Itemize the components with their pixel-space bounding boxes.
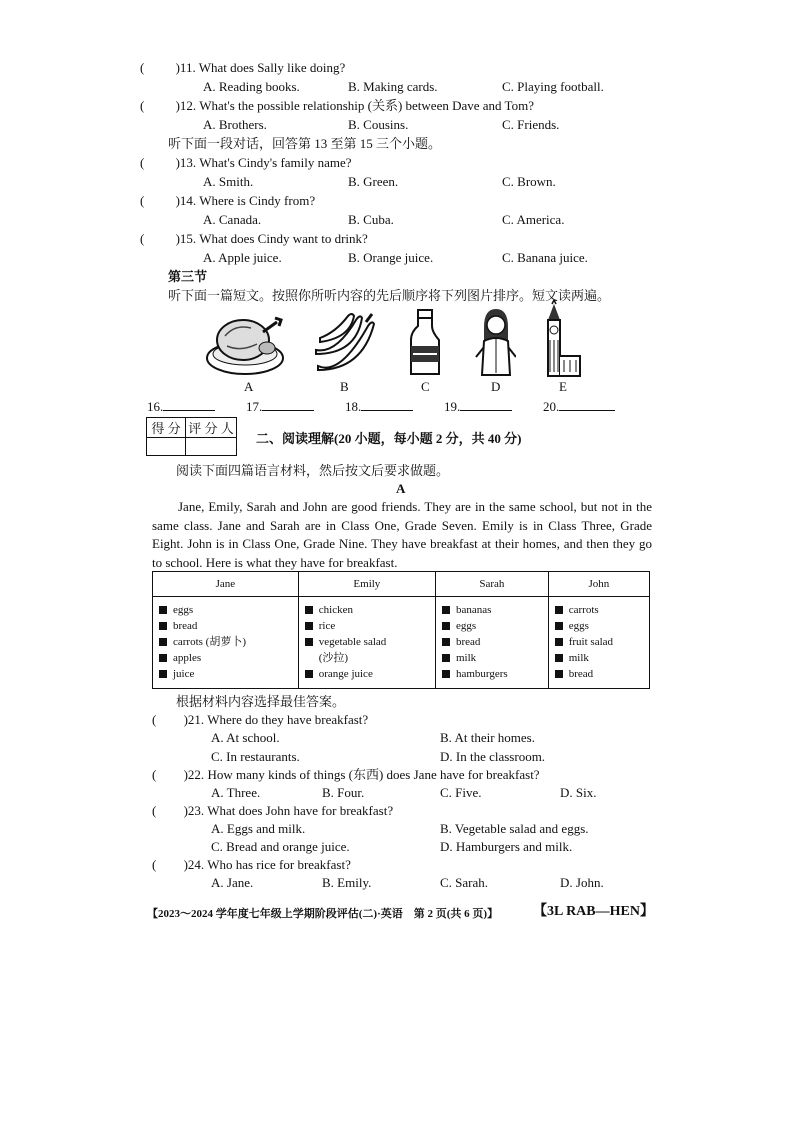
breakfast-table — [152, 571, 650, 689]
option-a: A. Canada. — [203, 212, 262, 227]
section-title: 第三节 — [168, 269, 208, 284]
question-number: )23. — [183, 803, 205, 818]
option-b: B. Orange juice. — [348, 250, 434, 265]
option-b: B. Cousins. — [348, 117, 409, 132]
score-label: 得 分 — [147, 418, 186, 438]
table-cell — [153, 597, 299, 689]
table-cell — [435, 597, 548, 689]
answer-blank-17[interactable] — [246, 398, 314, 415]
question-number: )21. — [183, 712, 205, 727]
list-item-note: (沙拉) — [318, 652, 349, 664]
answer-paren: ( — [140, 98, 145, 113]
answer-paren: ( — [152, 712, 157, 727]
list-item: eggs — [159, 602, 298, 618]
question-text: How many kinds of things (东西) does Jane have for breakfast? — [207, 767, 540, 782]
list-item: eggs — [442, 618, 548, 634]
option-c: C. Sarah. — [440, 875, 489, 890]
picture-label: C — [421, 379, 430, 394]
list-item: carrots (胡萝卜) — [159, 634, 298, 650]
answer-paren: ( — [140, 60, 145, 75]
answer-blank-19[interactable] — [444, 398, 512, 415]
question-text: What does Cindy want to drink? — [199, 231, 368, 246]
option-b: B. Cuba. — [348, 212, 394, 227]
list-item: milk — [555, 650, 649, 666]
question-12 — [140, 98, 534, 114]
picture-label: E — [559, 379, 567, 394]
blank-number: 17. — [246, 399, 263, 414]
reading-instruction: 阅读下面四篇语言材料，然后按文后要求做题。 — [176, 463, 450, 478]
question-number: )14. — [175, 193, 197, 208]
passage-label: A — [396, 481, 406, 496]
roast-chicken-icon — [205, 310, 291, 378]
list-item: bread — [159, 618, 298, 634]
list-item: bread — [555, 666, 649, 682]
column-header: Jane — [153, 572, 299, 597]
list-item: vegetable salad — [305, 634, 435, 650]
list-item: hamburgers — [442, 666, 548, 682]
question-text: What does John have for breakfast? — [207, 803, 394, 818]
option-a: A. Three. — [211, 785, 261, 800]
list-item: bread — [442, 634, 548, 650]
option-b: B. Green. — [348, 174, 399, 189]
list-item: fruit salad — [555, 634, 649, 650]
answer-paren: ( — [152, 803, 157, 818]
question-text: What's the possible relationship (关系) between Dave and Tom? — [199, 98, 534, 113]
list-item: eggs — [555, 618, 649, 634]
option-d: D. John. — [560, 875, 604, 890]
question-15 — [140, 231, 368, 247]
option-d: D. In the classroom. — [440, 749, 546, 764]
option-a: A. Reading books. — [203, 79, 300, 94]
answer-paren: ( — [140, 193, 145, 208]
list-item: milk — [442, 650, 548, 666]
question-number: )22. — [183, 767, 205, 782]
choose-instruction: 根据材料内容选择最佳答案。 — [176, 694, 346, 709]
question-number: )13. — [175, 155, 197, 170]
question-number: )15. — [175, 231, 197, 246]
question-text: Who has rice for breakfast? — [207, 857, 351, 872]
question-text: What does Sally like doing? — [198, 60, 346, 75]
bananas-icon — [310, 310, 380, 378]
option-c: C. In restaurants. — [211, 749, 300, 764]
blank-number: 20. — [543, 399, 560, 414]
option-b: B. Emily. — [322, 875, 372, 890]
option-c: C. America. — [502, 212, 565, 227]
listening-intro: 听下面一段对话，回答第 13 至第 15 三个小题。 — [168, 136, 442, 151]
question-text: What's Cindy's family name? — [199, 155, 352, 170]
option-c: C. Banana juice. — [502, 250, 588, 265]
question-number: )12. — [175, 98, 197, 113]
question-text: Where do they have breakfast? — [207, 712, 369, 727]
answer-paren: ( — [152, 767, 157, 782]
option-d: D. Six. — [560, 785, 597, 800]
list-item: orange juice — [305, 666, 435, 682]
question-24 — [152, 857, 351, 873]
score-cell[interactable] — [147, 438, 186, 456]
answer-blank-20[interactable] — [543, 398, 615, 415]
answer-blank-16[interactable] — [147, 398, 215, 415]
option-a: A. Jane. — [211, 875, 254, 890]
list-item: carrots — [555, 602, 649, 618]
option-a: A. Apple juice. — [203, 250, 282, 265]
list-item: bananas — [442, 602, 548, 618]
picture-label: D — [491, 379, 501, 394]
option-b: B. Four. — [322, 785, 365, 800]
column-header: Emily — [298, 572, 435, 597]
list-item: rice — [305, 618, 435, 634]
question-23 — [152, 803, 393, 819]
blank-number: 18. — [345, 399, 362, 414]
blank-number: 16. — [147, 399, 164, 414]
option-a: A. Smith. — [203, 174, 254, 189]
page-footer: 【2023～2024 学年度七年级上学期阶段评估(二)·英语 第 2 页(共 6 页)】 — [147, 908, 499, 920]
question-14 — [140, 193, 315, 209]
milk-bottle-icon — [408, 308, 442, 378]
grader-label: 评 分 人 — [186, 418, 237, 438]
option-d: D. Hamburgers and milk. — [440, 839, 573, 854]
answer-paren: ( — [152, 857, 157, 872]
list-item: chicken — [305, 602, 435, 618]
list-item: apples — [159, 650, 298, 666]
big-ben-icon — [530, 300, 586, 378]
table-cell — [548, 597, 649, 689]
picture-label: B — [340, 379, 349, 394]
picture-label: A — [244, 379, 254, 394]
table-cell — [298, 597, 435, 689]
question-11 — [140, 60, 345, 76]
section-instruction: 听下面一篇短文。按照你所听内容的先后顺序将下列图片排序。短文读两遍。 — [168, 288, 611, 303]
question-13 — [140, 155, 352, 171]
reading-heading: 二、阅读理解(20 小题，每小题 2 分，共 40 分) — [256, 431, 522, 446]
passage-text: Jane, Emily, Sarah and John are good friends. They are in the same school, but not in the same class. Jane and Sarah are in Class One, Grade Seven. Emily is in Class Three, Grade Eight. John is in Class One, Grade Nine. They have breakfast at their homes, and then they go to school. Here is what they have for breakfast. — [152, 499, 652, 570]
answer-blank-18[interactable] — [345, 398, 413, 415]
option-a: A. Brothers. — [203, 117, 267, 132]
option-c: C. Five. — [440, 785, 482, 800]
doctor-icon — [474, 307, 516, 379]
column-header: John — [548, 572, 649, 597]
paper-code: 【3L RAB—HEN】 — [533, 904, 654, 919]
option-a: A. At school. — [211, 730, 280, 745]
option-c: C. Bread and orange juice. — [211, 839, 350, 854]
question-number: )11. — [175, 60, 196, 75]
answer-paren: ( — [140, 155, 145, 170]
column-header: Sarah — [435, 572, 548, 597]
question-21 — [152, 712, 368, 728]
option-a: A. Eggs and milk. — [211, 821, 306, 836]
score-box — [146, 417, 237, 456]
option-b: B. Vegetable salad and eggs. — [440, 821, 589, 836]
question-text: Where is Cindy from? — [199, 193, 316, 208]
question-number: )24. — [183, 857, 205, 872]
list-item: juice — [159, 666, 298, 682]
option-c: C. Brown. — [502, 174, 556, 189]
blank-number: 19. — [444, 399, 461, 414]
question-22 — [152, 767, 540, 783]
option-b: B. Making cards. — [348, 79, 438, 94]
option-c: C. Friends. — [502, 117, 560, 132]
answer-paren: ( — [140, 231, 145, 246]
grader-cell[interactable] — [186, 438, 237, 456]
option-c: C. Playing football. — [502, 79, 604, 94]
option-b: B. At their homes. — [440, 730, 535, 745]
